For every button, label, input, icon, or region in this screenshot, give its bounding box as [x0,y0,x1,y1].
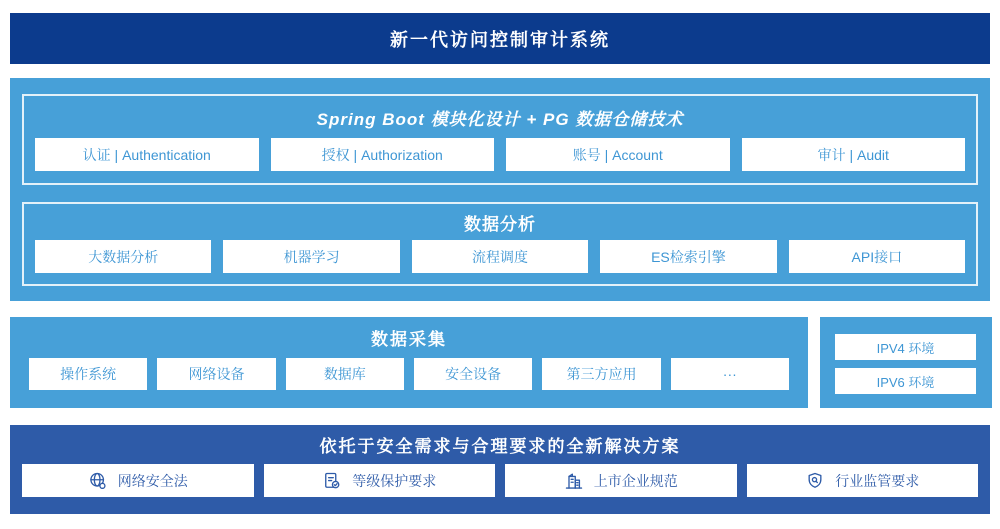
ipv6-environment-box: IPV6 环境 [835,368,976,394]
shield-search-icon [805,471,825,491]
requirement-label: 行业监管要求 [835,472,920,489]
analysis-box-es-search: ES检索引擎 [600,240,776,273]
data-analysis-row [24,240,976,273]
module-box-account: 账号 | Account [506,138,730,171]
analysis-box-bigdata: 大数据分析 [35,240,211,273]
data-analysis-panel [22,202,978,286]
globe-icon [88,471,108,491]
module-box-audit: 审计 | Audit [742,138,966,171]
header-bar [10,13,990,64]
source-box-os: 操作系统 [29,358,147,390]
source-box-third-party: 第三方应用 [542,358,660,390]
analysis-box-workflow: 流程调度 [412,240,588,273]
source-box-network-device: 网络设备 [157,358,275,390]
solution-title: 依托于安全需求与合理要求的全新解决方案 [319,437,681,456]
source-box-security-device: 安全设备 [414,358,532,390]
requirement-box-classified-protection [264,464,496,497]
page-title: 新一代访问控制审计系统 [390,29,610,50]
ip-environment-panel [820,317,992,408]
source-box-more: ··· [671,358,789,390]
requirement-box-industry-supervision [747,464,979,497]
platform-panel [10,78,990,301]
application-layer-title: Spring Boot 模块化设计 + PG 数据仓储技术 [316,109,684,129]
requirement-label: 等级保护要求 [352,472,437,489]
solution-row [10,464,990,497]
module-box-authorization: 授权 | Authorization [271,138,495,171]
building-icon [564,471,584,491]
solution-panel [10,425,990,514]
requirement-box-listed-company [505,464,737,497]
source-box-database: 数据库 [286,358,404,390]
module-box-authentication: 认证 | Authentication [35,138,259,171]
analysis-box-machine-learning: 机器学习 [223,240,399,273]
document-check-icon [322,471,342,491]
ipv4-environment-box: IPV4 环境 [835,334,976,360]
application-layer-panel [22,94,978,185]
requirement-box-cybersecurity-law [22,464,254,497]
data-collection-panel [10,317,808,408]
application-layer-row [24,138,976,171]
requirement-label: 网络安全法 [117,472,188,489]
data-analysis-title: 数据分析 [464,214,536,234]
requirement-label: 上市企业规范 [593,472,678,489]
data-collection-title: 数据采集 [371,330,447,349]
analysis-box-api: API接口 [789,240,965,273]
data-collection-row [10,358,808,390]
